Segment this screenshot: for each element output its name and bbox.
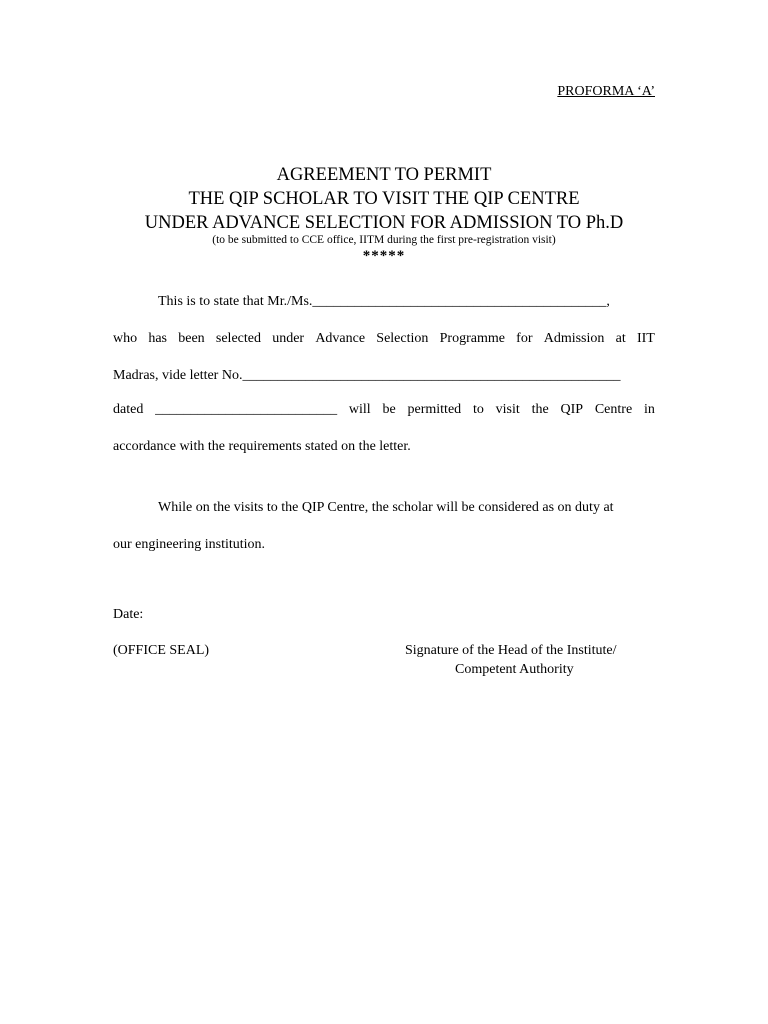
requirements-line: accordance with the requirements stated on the letter. xyxy=(113,439,411,454)
dated-line xyxy=(113,401,655,419)
word: selected xyxy=(215,331,261,346)
word: under xyxy=(272,331,305,346)
word: at xyxy=(615,331,626,346)
date-label: Date: xyxy=(113,607,144,622)
asterisk-divider: ***** xyxy=(362,248,406,264)
letter-number-line: Madras, vide letter No.______________________________________________________ xyxy=(113,368,621,383)
word: to xyxy=(472,402,484,417)
word: in xyxy=(643,402,655,417)
office-seal-label: (OFFICE SEAL) xyxy=(113,643,210,658)
word: for xyxy=(516,331,533,346)
word: permitted xyxy=(407,402,462,417)
title-line-1: AGREEMENT TO PERMIT xyxy=(276,165,492,185)
word: QIP xyxy=(560,402,584,417)
selection-line xyxy=(113,330,655,348)
word: Admission xyxy=(543,331,605,346)
date-blank: __________________________ xyxy=(155,402,338,417)
proforma-label: PROFORMA ‘A’ xyxy=(557,84,655,99)
signature-label: Signature of the Head of the Institute/ xyxy=(405,643,617,658)
word: IIT xyxy=(636,331,655,346)
word: Programme xyxy=(439,331,505,346)
institution-line: our engineering institution. xyxy=(113,537,266,552)
scholar-name-line: This is to state that Mr./Ms.__________________________________________, xyxy=(158,294,610,309)
word: will xyxy=(348,402,371,417)
title-line-2: THE QIP SCHOLAR TO VISIT THE QIP CENTRE xyxy=(188,189,580,209)
submission-note: (to be submitted to CCE office, IITM during the first pre-registration visit) xyxy=(212,234,556,246)
word: who xyxy=(113,331,138,346)
competent-authority-label: Competent Authority xyxy=(455,662,574,677)
word: has xyxy=(148,331,168,346)
word: Centre xyxy=(594,402,633,417)
word: the xyxy=(531,402,549,417)
word: be xyxy=(382,402,396,417)
word: been xyxy=(178,331,205,346)
word: Advance xyxy=(315,331,366,346)
word: visit xyxy=(495,402,520,417)
title-line-3: UNDER ADVANCE SELECTION FOR ADMISSION TO Ph.D xyxy=(144,213,624,233)
word: dated xyxy=(113,402,144,417)
duty-line: While on the visits to the QIP Centre, the scholar will be considered as on duty at xyxy=(158,500,614,515)
word: Selection xyxy=(376,331,429,346)
